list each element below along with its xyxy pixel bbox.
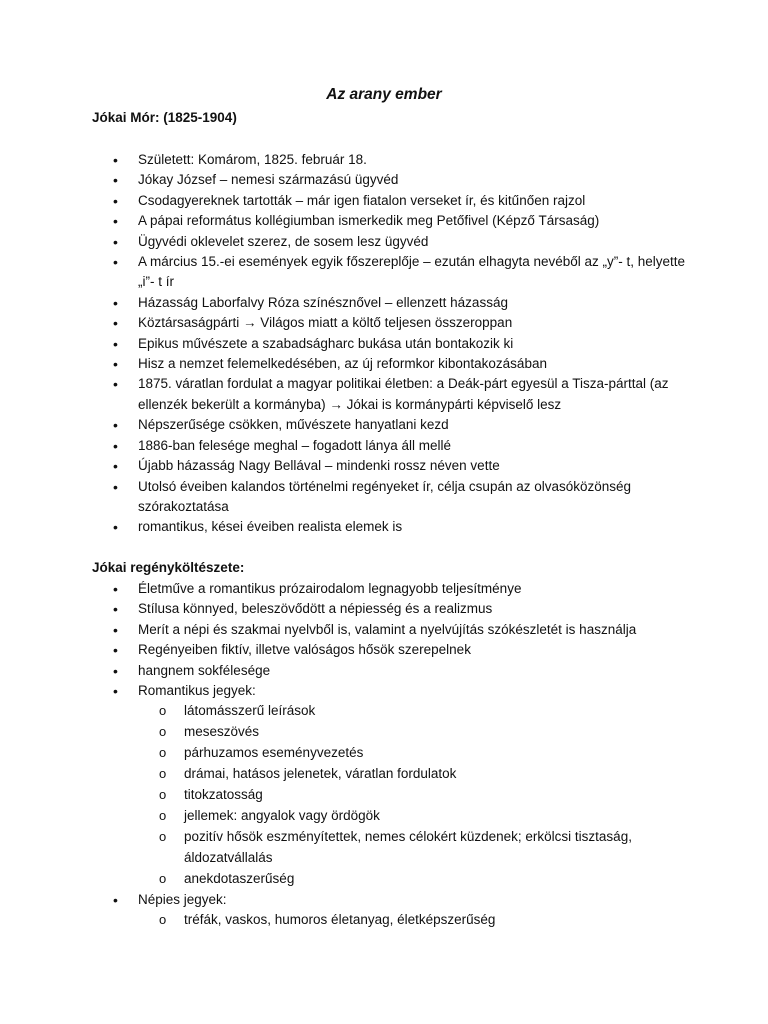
sub-list-item: o látomásszerű leírások	[138, 701, 692, 722]
document-title: Az arany ember	[326, 86, 442, 103]
sub-list-item: o pozitív hősök eszményítettek, nemes célokért küzdenek; erkölcsi tisztaság, áldozatvállalás	[138, 827, 692, 869]
list-item: • Hisz a nemzet felemelkedésében, az új reformkor kibontakozásában	[92, 354, 692, 374]
list-item: • Életműve a romantikus prózairodalom legnagyobb teljesítménye	[92, 579, 692, 599]
list-item: • Stílusa könnyed, beleszövődött a népiesség és a realizmus	[92, 599, 692, 619]
novels-list	[92, 579, 692, 931]
list-item: • hangnem sokfélesége	[92, 661, 692, 681]
list-item: • A pápai református kollégiumban ismerkedik meg Petőfivel (Képző Társaság)	[92, 211, 692, 231]
list-item: • Csodagyereknek tartották – már igen fiatalon verseket ír, és kitűnően rajzol	[92, 191, 692, 211]
list-item: • A március 15.-ei események egyik főszereplője – ezután elhagyta nevéből az „y”- t, helyette „i”- t ír	[92, 252, 692, 293]
list-item-romantic	[92, 681, 692, 890]
section-heading-novels: Jókai regényköltészete:	[92, 560, 245, 575]
sub-list-item: o meseszövés	[138, 722, 692, 743]
list-item: • Epikus művészete a szabadságharc bukása után bontakozik ki	[92, 334, 692, 354]
list-item: • Jókay József – nemesi származású ügyvéd	[92, 170, 692, 190]
romantic-label: Romantikus jegyek:	[138, 683, 256, 699]
list-item: • Utolsó éveiben kalandos történelmi regényeket ír, célja csupán az olvasóközönség szórakoztatása	[92, 477, 692, 518]
sub-list-item: o jellemek: angyalok vagy ördögök	[138, 806, 692, 827]
list-item: • Merít a népi és szakmai nyelvből is, valamint a nyelvújítás szókészletét is használja	[92, 620, 692, 640]
list-item-folk	[92, 890, 692, 931]
list-item: • 1886-ban felesége meghal – fogadott lánya áll mellé	[92, 436, 692, 456]
sub-list-item: o drámai, hatásos jelenetek, váratlan fordulatok	[138, 764, 692, 785]
folk-sublist	[138, 910, 692, 931]
folk-label: Népies jegyek:	[138, 891, 227, 907]
biography-list	[92, 150, 692, 538]
sub-list-item: o anekdotaszerűség	[138, 869, 692, 890]
section-heading-biography: Jókai Mór: (1825-1904)	[92, 110, 237, 125]
sub-list-item: o titokzatosság	[138, 785, 692, 806]
sub-list-item: o párhuzamos eseményvezetés	[138, 743, 692, 764]
list-item: • Népszerűsége csökken, művészete hanyatlani kezd	[92, 415, 692, 435]
list-item: • Született: Komárom, 1825. február 18.	[92, 150, 692, 170]
list-item: • Regényeiben fiktív, illetve valóságos hősök szerepelnek	[92, 640, 692, 660]
list-item: • 1875. váratlan fordulat a magyar politikai életben: a Deák-párt egyesül a Tisza-párttal (az ellenzék bekerült a kormányba) → Jókai is kormánypárti képviselő lesz	[92, 374, 692, 415]
list-item: • Házasság Laborfalvy Róza színésznővel – ellenzett házasság	[92, 293, 692, 313]
list-item: • Ügyvédi oklevelet szerez, de sosem lesz ügyvéd	[92, 232, 692, 252]
list-item: • Köztársaságpárti → Világos miatt a költő teljesen összeroppan	[92, 313, 692, 333]
romantic-sublist	[138, 701, 692, 889]
list-item: • romantikus, kései éveiben realista elemek is	[92, 517, 692, 537]
list-item: • Újabb házasság Nagy Bellával – mindenki rossz néven vette	[92, 456, 692, 476]
sub-list-item: o tréfák, vaskos, humoros életanyag, életképszerűség	[138, 910, 692, 931]
